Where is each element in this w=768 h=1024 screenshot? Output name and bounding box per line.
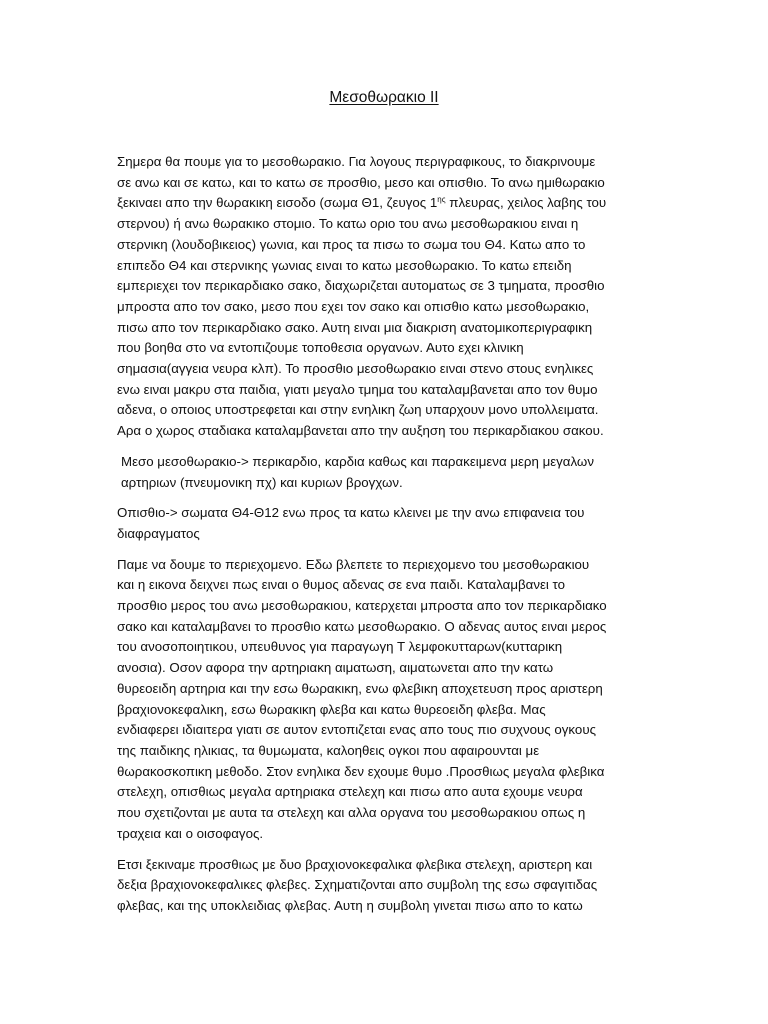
text-line: Μεσο μεσοθωρακιο-> περικαρδιο, καρδια καθως και παρακειμενα μερη μεγαλων xyxy=(121,453,594,469)
paragraph-contents xyxy=(117,555,643,845)
text-line: που βοηθα στο να εντοπιζουμε τοποθεσια οργανων. Αυτο εχει κλινικη xyxy=(117,340,524,356)
text-line: Οπισθιο-> σωματα Θ4-Θ12 ενω προς τα κατω κλεινει με την ανω επιφανεια του xyxy=(117,505,585,521)
text-line: προσθιο μερος του ανω μεσοθωρακιου, κατερχεται μπροστα απο τον περικαρδιακο xyxy=(117,598,607,614)
text-line: αδενα, ο οποιος υποστρεφεται και στην ενηλικη ζωη υπαρχουν μονο υπολλειματα. xyxy=(117,402,599,418)
text-line: αρτηριων (πνευμονικη πχ) και κυριων βρογχων. xyxy=(121,474,403,490)
text-line: ανοσια). Οσον αφορα την αρτηριακη αιματωση, αιματωνεται απο την κατω xyxy=(117,660,554,676)
text-line: διαφραγματος xyxy=(117,525,200,541)
text-line: μπροστα απο τον σακο, μεσο που εχει τον σακο και οπισθιο κατω μεσοθωρακιο, xyxy=(117,298,590,314)
text-line: θωρακοσκοπικη μεθοδο. Στον ενηλικα δεν εχουμε θυμο .Προσθιως μεγαλα φλεβικα xyxy=(117,763,605,779)
text-line: στερνου) ή ανω θωρακικο στομιο. Το κατω οριο του ανω μεσοθωρακιου ειναι η xyxy=(117,216,579,232)
text-line: δεξια βραχιονοκεφαλικες φλεβες. Σχηματιζονται απο συμβολη της εσω σφαγιτιδας xyxy=(117,877,598,893)
text-line: στελεχη, οπισθιως μεγαλα αρτηριακα στελεχη και πισω απο αυτα εχουμε νευρα xyxy=(117,784,583,800)
text-line: πισω απο τον περικαρδιακο σακο. Αυτη ειναι μια διακριση ανατομικοπεριγραφικη xyxy=(117,319,593,335)
text-segment: ξεκιναει απο την θωρακικη εισοδο (σωμα Θ1, ζευγος 1 xyxy=(117,195,438,211)
text-line: εμπεριεχει τον περικαρδιακο σακο, διαχωριζεται αυτοματως σε 3 τμηματα, προσθιο xyxy=(117,278,605,294)
text-segment: πλευρας, χειλος λαβης του xyxy=(445,195,607,211)
text-line: Παμε να δουμε το περιεχομενο. Εδω βλεπετε το περιεχομενο του μεσοθωρακιου xyxy=(117,556,590,572)
text-line: Αρα ο χωρος σταδιακα καταλαμβανεται απο την αυξηση του περικαρδιακου σακου. xyxy=(117,423,604,439)
text-line: θυρεοειδη αρτηρια και την εσω θωρακικη, ενω φλεβικη αποχετευση προς αριστερη xyxy=(117,680,603,696)
paragraph-intro xyxy=(117,152,643,442)
text-line: της παιδικης ηλικιας, τα θυμωματα, καλοηθεις ογκοι που αφαιρουνται με xyxy=(117,742,540,758)
document-body xyxy=(117,152,643,927)
text-line: και η εικονα δειχνει πως ειναι ο θυμος αδενας σε ενα παιδι. Καταλαμβανει το xyxy=(117,577,566,593)
text-line: του ανοσοποιητικου, υπευθυνος για παραγωγη Τ λεμφοκυτταρων(κυτταρικη xyxy=(117,639,563,655)
text-line: ενδιαφερει ιδιαιτερα γιατι σε αυτον εντοπιζεται ενας απο τους πιο συχνους ογκους xyxy=(117,722,596,738)
document-title: Μεσοθωρακιο ΙΙ xyxy=(329,89,439,106)
text-line: σημασια(αγγεια νευρα κλπ). Το προσθιο μεσοθωρακιο ειναι στενο στους ενηλικες xyxy=(117,361,594,377)
paragraph-venous-trunks xyxy=(117,855,643,917)
text-line: βραχιονοκεφαλικη, εσω θωρακικη φλεβα και κατω θυρεοειδη φλεβα. Μας xyxy=(117,701,546,717)
text-line: που σχετιζονται με αυτα τα στελεχη και αλλα οργανα του μεσοθωρακιου οπως η xyxy=(117,805,586,821)
text-line: επιπεδο Θ4 και στερνικης γωνιας ειναι το κατω μεσοθωρακιο. Το κατω επειδη xyxy=(117,257,572,273)
text-line: στερνικη (λουδοβικειος) γωνια, και προς τα πισω το σωμα του Θ4. Κατω απο το xyxy=(117,236,586,252)
text-line: τραχεια και ο οισοφαγος. xyxy=(117,825,264,841)
text-line: σακο και καταλαμβανει το προσθιο κατω μεσοθωρακιο. Ο αδενας αυτος ειναι μερος xyxy=(117,618,607,634)
text-line: ενω ειναι μακρυ στα παιδια, γιατι μεγαλο τμημα του καταλαμβανεται απο τον θυμο xyxy=(117,381,598,397)
paragraph-posterior-mediastinum xyxy=(117,503,643,544)
superscript-ordinal: ης xyxy=(437,195,446,205)
text-line: φλεβας, και της υποκλειδιας φλεβας. Αυτη η συμβολη γινεται πισω απο το κατω xyxy=(117,897,583,913)
text-line: Ετσι ξεκιναμε προσθιως με δυο βραχιονοκεφαλικα φλεβικα στελεχη, αριστερη και xyxy=(117,856,593,872)
text-line: Σημερα θα πουμε για το μεσοθωρακιο. Για λογους περιγραφικους, το διακρινουμε xyxy=(117,154,596,169)
paragraph-middle-mediastinum xyxy=(117,452,643,493)
text-line: σε ανω και σε κατω, και το κατω σε προσθιο, μεσο και οπισθιο. Το ανω ημιθωρακιο xyxy=(117,174,605,190)
text-line xyxy=(117,193,643,214)
